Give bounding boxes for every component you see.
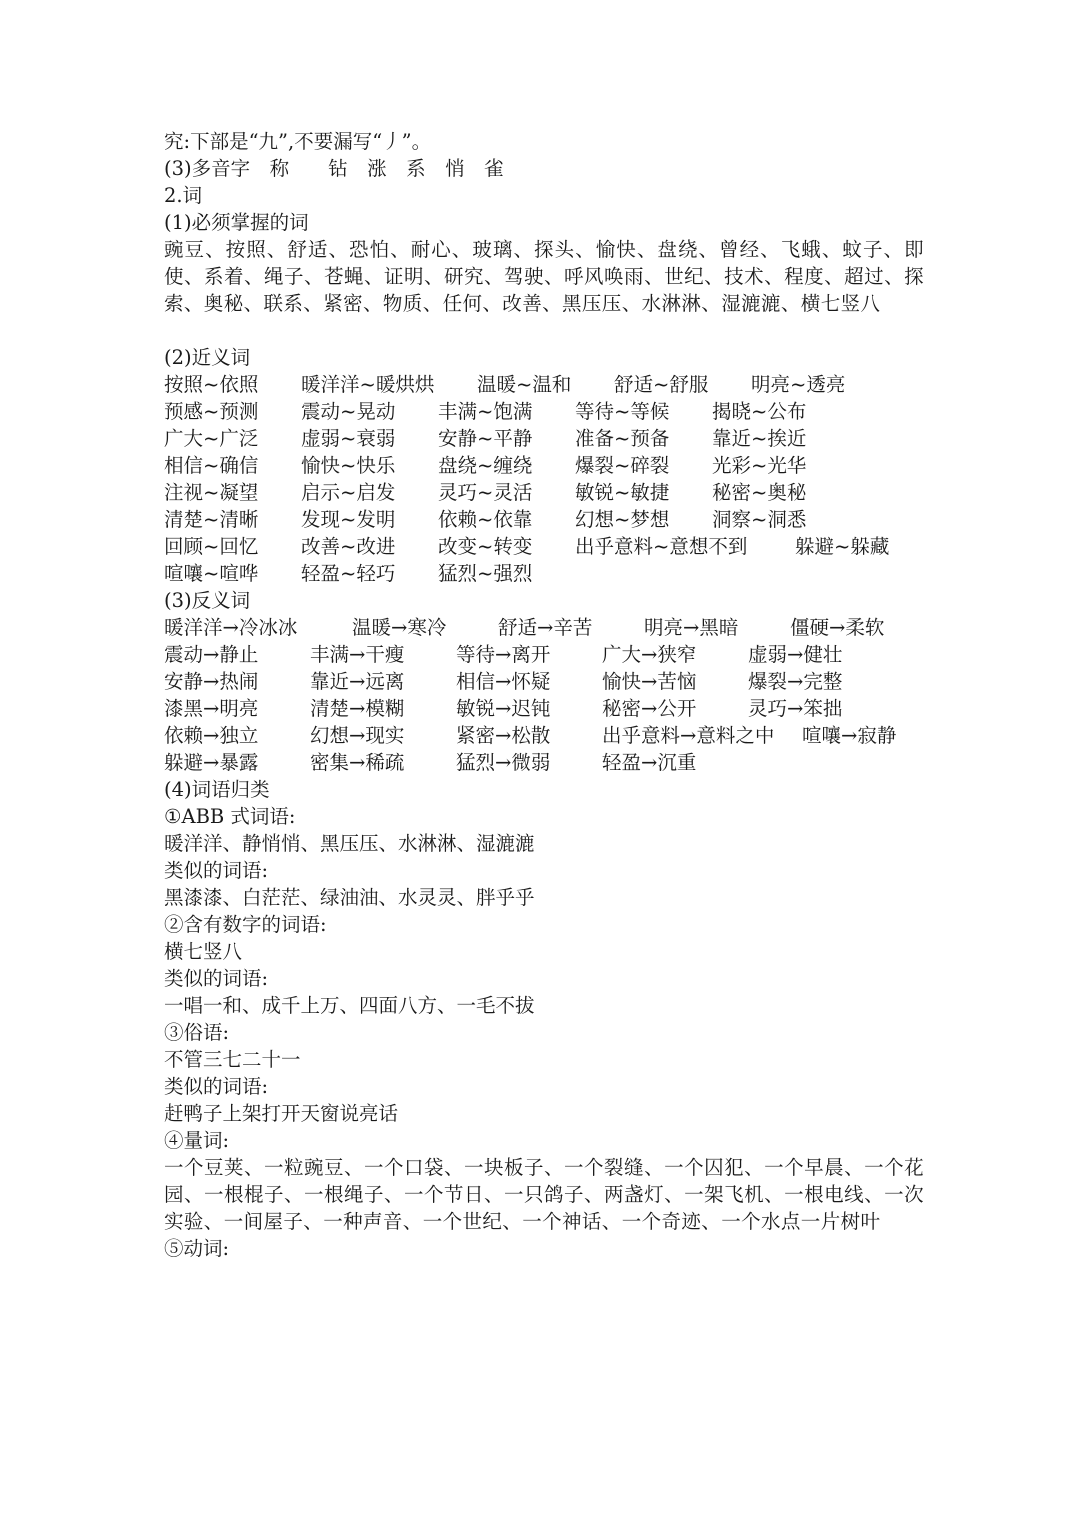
synonym-row (164, 506, 924, 533)
antonyms-table (164, 614, 924, 776)
item-heading-abb: ①ABB 式词语: (164, 805, 296, 828)
similar-words-label: 类似的词语: (164, 967, 269, 990)
synonym-row (164, 479, 924, 506)
antonym-pair: 猛烈→微弱 (456, 751, 551, 774)
antonym-pair: 等待→离开 (456, 643, 551, 666)
document-body (164, 128, 924, 1262)
synonym-pair: 光彩~光华 (712, 454, 807, 477)
word-list: 黑漆漆、白茫茫、绿油油、水灵灵、胖乎乎 (164, 886, 535, 909)
item-heading-verbs: ⑤动词: (164, 1237, 230, 1260)
antonym-pair: 丰满→干瘦 (310, 643, 405, 666)
synonym-pair: 震动~晃动 (301, 400, 396, 423)
antonym-pair: 广大→狭窄 (602, 643, 697, 666)
antonym-pair: 幻想→现实 (310, 724, 405, 747)
synonym-pair: 广大~广泛 (164, 427, 259, 450)
synonym-pair: 舒适~舒服 (614, 373, 709, 396)
polyphonic-chars-line: (3)多音字 称 钻 涨 系 悄 雀 (164, 157, 504, 180)
antonym-pair: 躲避→暴露 (164, 751, 259, 774)
subheading-synonyms: (2)近义词 (164, 346, 251, 369)
synonym-pair: 盘绕~缠绕 (438, 454, 533, 477)
synonym-pair: 躲避~躲藏 (795, 535, 890, 558)
antonym-pair: 虚弱→健壮 (748, 643, 843, 666)
antonym-pair: 愉快→苦恼 (602, 670, 697, 693)
synonyms-table (164, 371, 924, 587)
synonym-pair: 愉快~快乐 (301, 454, 396, 477)
antonym-pair: 震动→静止 (164, 643, 259, 666)
antonym-pair: 密集→稀疏 (310, 751, 405, 774)
synonym-pair: 出乎意料~意想不到 (575, 535, 748, 558)
synonym-pair: 爆裂~碎裂 (575, 454, 670, 477)
synonym-pair: 回顾~回忆 (164, 535, 259, 558)
antonym-pair: 出乎意料→意料之中 (602, 724, 775, 747)
antonym-row (164, 614, 924, 641)
antonym-pair: 安静→热闹 (164, 670, 259, 693)
synonym-pair: 洞察~洞悉 (712, 508, 807, 531)
word-list: 不管三七二十一 (164, 1048, 301, 1071)
antonym-pair: 温暖→寒冷 (352, 616, 447, 639)
text-line: 究:下部是“九”,不要漏写“丿”。 (164, 130, 432, 153)
antonym-pair: 灵巧→笨拙 (748, 697, 843, 720)
synonym-pair: 改善~改进 (301, 535, 396, 558)
synonym-pair: 发现~发明 (301, 508, 396, 531)
antonym-row (164, 749, 924, 776)
synonym-row (164, 533, 924, 560)
antonym-pair: 暖洋洋→冷冰冰 (164, 616, 298, 639)
word-list: 赶鸭子上架打开天窗说亮话 (164, 1102, 399, 1125)
word-list: 横七竖八 (164, 940, 243, 963)
antonym-pair: 漆黑→明亮 (164, 697, 259, 720)
antonym-row (164, 641, 924, 668)
synonym-pair: 相信~确信 (164, 454, 259, 477)
synonym-pair: 喧嚷~喧哗 (164, 562, 259, 585)
antonym-row (164, 695, 924, 722)
word-list: 一唱一和、成千上万、四面八方、一毛不拔 (164, 994, 535, 1017)
antonym-pair: 靠近→远离 (310, 670, 405, 693)
antonym-pair: 相信→怀疑 (456, 670, 551, 693)
subheading-must-know: (1)必须掌握的词 (164, 211, 309, 234)
synonym-pair: 靠近~挨近 (712, 427, 807, 450)
synonym-row (164, 398, 924, 425)
subheading-antonyms: (3)反义词 (164, 589, 251, 612)
synonym-pair: 启示~启发 (301, 481, 396, 504)
antonym-pair: 紧密→松散 (456, 724, 551, 747)
antonym-pair: 轻盈→沉重 (602, 751, 697, 774)
measure-words-paragraph: 一个豆荚、一粒豌豆、一个口袋、一块板子、一个裂缝、一个囚犯、一个早晨、一个花园、一根棍子、一根绳子、一个节日、一只鸽子、两盏灯、一架飞机、一根电线、一次实验、一间屋子、一种声音、一个世纪、一个神话、一个奇迹、一个水点一片树叶 (164, 1156, 924, 1233)
synonym-pair: 敏锐~敏捷 (575, 481, 670, 504)
similar-words-label: 类似的词语: (164, 1075, 269, 1098)
synonym-pair: 准备~预备 (575, 427, 670, 450)
word-list: 暖洋洋、静悄悄、黑压压、水淋淋、湿漉漉 (164, 832, 535, 855)
synonym-row (164, 452, 924, 479)
synonym-pair: 明亮~透亮 (751, 373, 846, 396)
synonym-pair: 等待~等候 (575, 400, 670, 423)
antonym-pair: 清楚→模糊 (310, 697, 405, 720)
synonym-pair: 预感~预测 (164, 400, 259, 423)
must-know-words-paragraph: 豌豆、按照、舒适、恐怕、耐心、玻璃、探头、愉快、盘绕、曾经、飞蛾、蚊子、即使、系着、绳子、苍蝇、证明、研究、驾驶、呼风唤雨、世纪、技术、程度、超过、探索、奥秘、联系、紧密、物质、任何、改善、黑压压、水淋淋、湿漉漉、横七竖八 (164, 238, 924, 315)
synonym-pair: 灵巧~灵活 (438, 481, 533, 504)
synonym-pair: 依赖~依靠 (438, 508, 533, 531)
synonym-pair: 温暖~温和 (477, 373, 572, 396)
antonym-row (164, 722, 924, 749)
antonym-pair: 喧嚷→寂静 (802, 724, 897, 747)
synonym-pair: 虚弱~衰弱 (301, 427, 396, 450)
synonym-pair: 猛烈~强烈 (438, 562, 533, 585)
item-heading-proverbs: ③俗语: (164, 1021, 230, 1044)
antonym-pair: 依赖→独立 (164, 724, 259, 747)
synonym-pair: 丰满~饱满 (438, 400, 533, 423)
item-heading-numbers: ②含有数字的词语: (164, 913, 327, 936)
synonym-pair: 清楚~清晰 (164, 508, 259, 531)
synonym-pair: 幻想~梦想 (575, 508, 670, 531)
synonym-pair: 注视~凝望 (164, 481, 259, 504)
synonym-row (164, 371, 924, 398)
synonym-pair: 安静~平静 (438, 427, 533, 450)
antonym-pair: 敏锐→迟钝 (456, 697, 551, 720)
synonym-pair: 揭晓~公布 (712, 400, 807, 423)
item-heading-measure-words: ④量词: (164, 1129, 230, 1152)
synonym-pair: 按照~依照 (164, 373, 259, 396)
antonym-pair: 爆裂→完整 (748, 670, 843, 693)
antonym-row (164, 668, 924, 695)
synonym-row (164, 560, 924, 587)
subheading-word-classification: (4)词语归类 (164, 778, 270, 801)
antonym-pair: 僵硬→柔软 (790, 616, 885, 639)
antonym-pair: 舒适→辛苦 (498, 616, 593, 639)
synonym-pair: 暖洋洋~暖烘烘 (301, 373, 435, 396)
synonym-pair: 改变~转变 (438, 535, 533, 558)
similar-words-label: 类似的词语: (164, 859, 269, 882)
section-heading-words: 2.词 (164, 184, 203, 207)
blank-line (164, 317, 924, 344)
synonym-row (164, 425, 924, 452)
antonym-pair: 明亮→黑暗 (644, 616, 739, 639)
synonym-pair: 秘密~奥秘 (712, 481, 807, 504)
synonym-pair: 轻盈~轻巧 (301, 562, 396, 585)
antonym-pair: 秘密→公开 (602, 697, 697, 720)
